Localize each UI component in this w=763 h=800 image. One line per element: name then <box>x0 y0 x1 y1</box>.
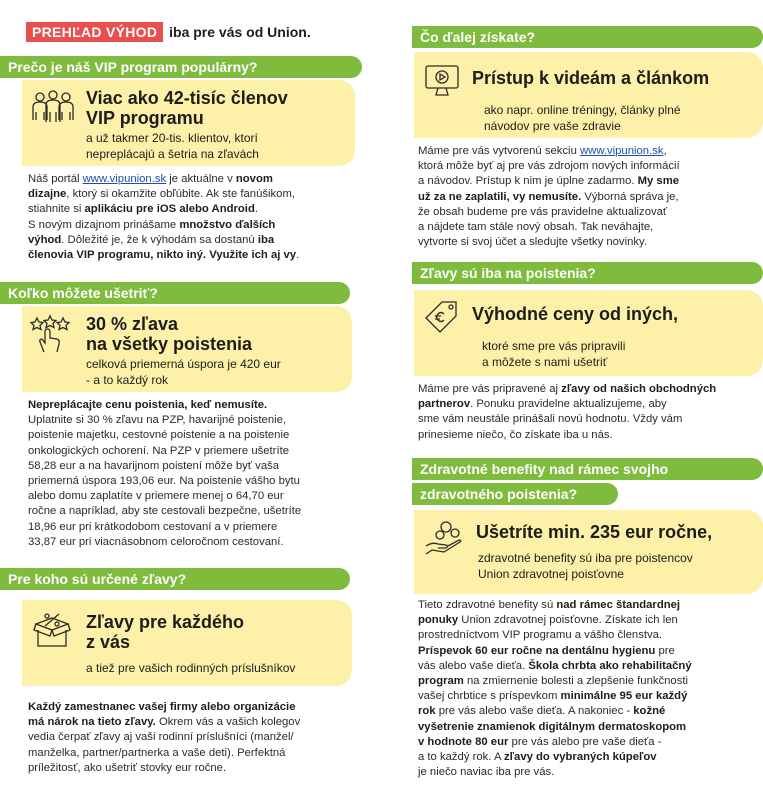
vipunion-link[interactable]: www.vipunion.sk <box>580 145 664 157</box>
body-line: sme vám neustále prinášali novú hodnotu. Vždy vám <box>418 413 683 426</box>
body-line: vedia čerpať zľavy aj vaši rodinní príslušníci (manžel/ <box>28 731 294 744</box>
price-tag-euro-icon <box>422 298 460 341</box>
everyone-headline-line1: Zľavy pre každého <box>86 612 244 632</box>
bold-text: kožné <box>633 705 666 718</box>
body-line: Náš portál www.vipunion.sk je aktuálne v novom <box>28 173 273 185</box>
body-line: Uplatnite si 30 % zľavu na PZP, havarijné poistenie, <box>28 414 287 427</box>
bold-text: My sme <box>637 175 680 188</box>
bold-text: už za ne zaplatili, vy nemusíte. <box>418 190 582 203</box>
body-line: a návodov. Prístup k nim je úplne zadarmo. My sme <box>418 175 680 188</box>
body-line: Máme pre vás vytvorenú sekciu www.vipunion.sk, <box>418 145 667 157</box>
bold-text: vyšetrenie znamienok digitálnym dermatoskopom <box>418 720 687 733</box>
everyone-sub-line1: a tiež pre vašich rodinných príslušníkov <box>86 661 296 675</box>
bold-text: iba <box>257 233 275 246</box>
hand-stars-icon <box>30 314 70 359</box>
body-partners <box>418 382 763 443</box>
bold-text: Nepreplácajte cenu poistenia, keď nemusíte. <box>28 399 268 411</box>
body-line: výhod. Dôležité je, že k výhodám sa dostanú iba <box>28 233 275 246</box>
body-line: že obsah budeme pre vás pravidelne aktualizovať <box>418 205 668 218</box>
body-line: a to každý rok. A zľavy do vybraných kúpeľov <box>418 751 657 764</box>
bold-text: minimálne 95 eur každý <box>560 690 688 703</box>
bold-text: dizajne <box>28 188 67 201</box>
body-line: už za ne zaplatili, vy nemusíte. Výborná správa je, <box>418 190 679 203</box>
body-line: ktorá môže byť aj pre vás zdrojom nových informácií <box>418 160 680 173</box>
members-sub <box>86 130 259 162</box>
body-line <box>28 700 362 715</box>
body-line: Príspevok 60 eur ročne na dentálnu hygienu pre <box>418 644 675 657</box>
card-everyone <box>22 600 352 686</box>
everyone-headline <box>86 612 244 652</box>
vipunion-link[interactable]: www.vipunion.sk <box>82 173 167 185</box>
members-headline-line1: Viac ako 42-tisíc členov <box>86 88 288 108</box>
discount-sub-line1: celková priemerná úspora je 420 eur <box>86 357 281 371</box>
bold-text: zľavy do vybraných kúpeľov <box>504 751 657 764</box>
bold-text: má nárok na tieto zľavy. <box>28 716 156 729</box>
monitor-video-icon <box>424 64 460 103</box>
bold-text: program <box>418 675 464 688</box>
section-bar-health-1: Zdravotné benefity nad rámec svojho <box>412 458 763 480</box>
body-line: vašej chrbtice s príspevkom minimálne 95 eur každý <box>418 690 688 703</box>
body-family <box>28 700 362 776</box>
bold-text: nad rámec štandardnej <box>556 599 681 611</box>
bold-text: Každý zamestnanec vašej firmy alebo organizácie <box>28 701 296 713</box>
section-bar-what-else: Čo ďalej získate? <box>412 26 763 48</box>
body-line <box>28 398 362 413</box>
health-sub-line1: zdravotné benefity sú iba pre poistencov <box>478 551 693 565</box>
card-discount-30 <box>22 306 352 392</box>
bold-text: Príspevok 60 eur ročne na dentálnu hygienu <box>418 644 656 657</box>
bold-text: rok <box>418 705 436 718</box>
partners-sub <box>482 338 625 370</box>
bold-text: ponuky <box>418 614 459 627</box>
body-health <box>418 598 763 780</box>
body-line: onkologických ochorení. Na PZP v priemere ušetríte <box>28 444 289 457</box>
body-line: 33,87 eur pri viacnásobnom celoročnom cestovaní. <box>28 535 284 548</box>
videos-headline: Prístup k videám a článkom <box>472 68 710 88</box>
body-line: S novým dizajnom prinášame množstvo ďalších <box>28 218 276 231</box>
body-line: 18,96 eur pri krátkodobom cestovaní a v priemere <box>28 520 278 533</box>
videos-sub <box>484 102 681 134</box>
card-health-benefits <box>414 510 763 594</box>
health-headline: Ušetríte min. 235 eur ročne, <box>476 522 713 542</box>
body-videos <box>418 144 763 250</box>
bold-text: výhod <box>28 233 62 246</box>
body-line <box>418 720 763 735</box>
body-line: ponuky Union zdravotnej poisťovne. Získate ich len <box>418 614 678 627</box>
hand-coins-euro-icon <box>424 520 464 561</box>
body-line: príležitosť, ako ušetriť stovky eur ročne. <box>28 761 227 774</box>
bold-text: množstvo ďalších <box>179 218 276 231</box>
partners-sub-line2: a môžete s nami ušetriť <box>482 355 608 369</box>
body-line: dizajne, ktorý si okamžite obľúbite. Ak ste fanúšikom, <box>28 188 295 201</box>
videos-sub-line2: návodov pre vaše zdravie <box>484 119 621 133</box>
section-bar-health-2: zdravotného poistenia? <box>412 483 618 505</box>
body-line: vytvorte si svoj účet a sledujte všetky novinky. <box>418 236 647 249</box>
health-sub <box>478 550 693 582</box>
body-line: v hodnote 80 eur pre vás alebo pre vaše dieťa - <box>418 735 662 748</box>
body-line: ročne a napríklad, aby ste cestovali bezpečne, ušetríte <box>28 505 302 518</box>
body-line: rok pre vás alebo vaše dieťa. A nakoniec - kožné <box>418 705 666 718</box>
card-videos <box>414 52 763 138</box>
members-sub-line1: a už takmer 20-tis. klientov, ktorí <box>86 131 258 145</box>
discount-headline-line2: na všetky poistenia <box>86 334 253 354</box>
body-line: stiahnite si aplikáciu pre iOS alebo Android. <box>28 203 258 216</box>
body-line: je niečo naviac iba pre vás. <box>418 766 555 779</box>
section-bar-partners: Zľavy sú iba na poistenia? <box>412 262 763 284</box>
section-bar-vip-popular: Prečo je náš VIP program populárny? <box>0 56 362 78</box>
section-bar-savings: Koľko môžete ušetriť? <box>0 282 350 304</box>
bold-text: novom <box>235 173 273 185</box>
bold-text: v hodnote 80 eur <box>418 735 509 748</box>
body-line: priemerná úspora 193,06 eur. Na poistenie vášho bytu <box>28 475 300 488</box>
body-line: partnerov. Ponuku pravidelne aktualizujeme, aby <box>418 398 667 411</box>
health-sub-line2: Union zdravotnej poisťovne <box>478 567 624 581</box>
body-line: program na zmiernenie bolesti a zlepšenie funkčnosti <box>418 675 689 688</box>
body-line: 58,28 eur a na havarijnom poistení môže byť vaša <box>28 459 280 472</box>
bold-text: členovia VIP programu, nikto iný. Využite ich aj vy <box>28 249 297 262</box>
card-partner-prices <box>414 290 763 376</box>
everyone-sub <box>86 660 295 676</box>
members-sub-line2: nepreplácajú a šetria na zľavách <box>86 147 259 161</box>
partners-sub-line1: ktoré sme pre vás pripravili <box>482 339 626 353</box>
body-line: prostredníctvom VIP programu a vášho členstva. <box>418 629 663 642</box>
title-rest: iba pre vás od Union. <box>169 24 311 40</box>
page-title <box>26 24 311 40</box>
card-members <box>22 80 355 166</box>
bold-text: partnerov <box>418 398 471 411</box>
body-insurance-savings <box>28 398 362 550</box>
discount-headline-line1: 30 % zľava <box>86 314 178 334</box>
bold-text: Škola chrbta ako rehabilitačný <box>528 659 692 672</box>
body-line: Tieto zdravotné benefity sú nad rámec štandardnej <box>418 599 681 611</box>
section-bar-who: Pre koho sú určené zľavy? <box>0 568 350 590</box>
body-line: prinesieme niečo, čo získate iba u nás. <box>418 428 613 441</box>
people-group-icon <box>28 90 78 131</box>
videos-sub-line1: ako napr. online tréningy, články plné <box>484 103 681 117</box>
everyone-headline-line2: z vás <box>86 632 131 652</box>
title-highlight: PREHĽAD VÝHOD <box>26 22 163 42</box>
body-line: Máme pre vás pripravené aj zľavy od našich obchodných <box>418 383 717 395</box>
body-line: vás alebo vaše dieťa. Škola chrbta ako rehabilitačný <box>418 659 692 672</box>
partners-headline: Výhodné ceny od iných, <box>472 304 679 324</box>
body-line: alebo domu zaplatíte v priemere menej o 64,70 eur <box>28 490 284 503</box>
members-headline <box>86 88 288 128</box>
body-line: má nárok na tieto zľavy. Okrem vás a vašich kolegov <box>28 716 301 729</box>
bold-text: zľavy od našich obchodných <box>561 383 717 395</box>
discount-box-icon <box>32 610 72 655</box>
discount-sub-line2: - a to každý rok <box>86 373 169 387</box>
body-line: členovia VIP programu, nikto iný. Využite ich aj vy. <box>28 249 300 262</box>
body-line: a nájdete tam stále nový obsah. Tak neváhajte, <box>418 221 654 234</box>
body-line: manželka, partner/partnerka a vaše deti). Perfektná <box>28 746 286 759</box>
bold-text: aplikáciu pre iOS alebo Android <box>84 203 255 216</box>
members-headline-line2: VIP programu <box>86 108 204 128</box>
body-vip-portal <box>28 172 362 263</box>
discount-sub <box>86 356 281 388</box>
discount-headline <box>86 314 252 354</box>
body-line: poistenie majetku, cestovné poistenie a na poistenie <box>28 429 290 442</box>
